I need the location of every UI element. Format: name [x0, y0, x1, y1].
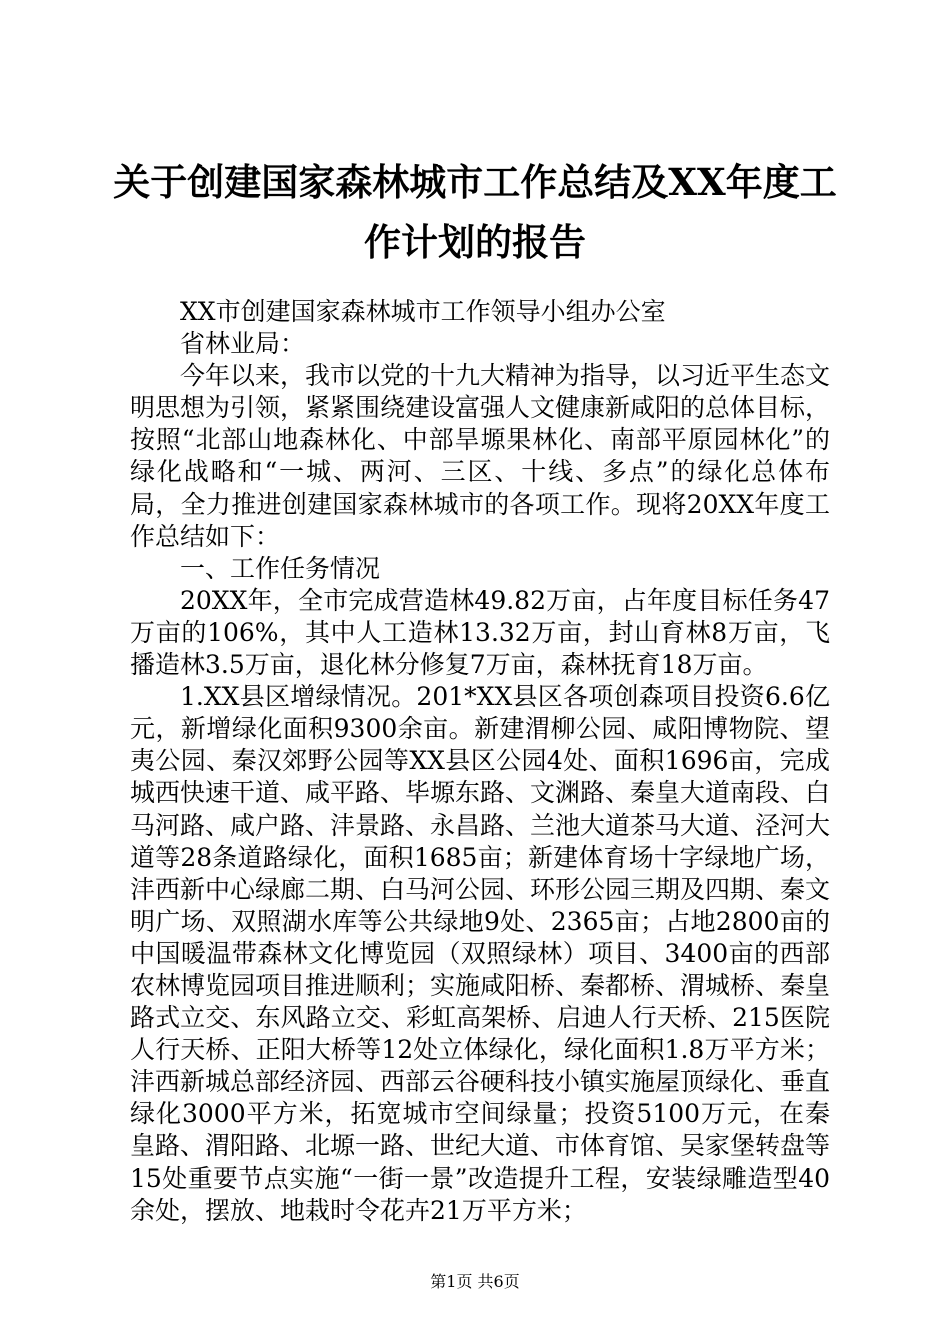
page-footer: 第1页 共6页 — [430, 1272, 520, 1291]
document-title-line-2: 作计划的报告 — [364, 220, 586, 264]
document-title-line-1: 关于创建国家森林城市工作总结及XX年度工 — [113, 160, 837, 204]
paragraph-county-greening: 1.XX县区增绿情况。201*XX县区各项创森项目投资6.6亿元，新增绿化面积9300余亩。新建渭柳公园、咸阳博物院、望夷公园、秦汉郊野公园等XX县区公园4处、面积1696亩，完成城西快速干道、咸平路、毕塬东路、文渊路、秦皇大道南段、白马河路、咸户路、沣景路、永昌路、兰池大道茶马大道、泾河大道等28条道路绿化，面积1685亩；新建体育场十字绿地广场，沣西新中心绿廊二期、白马河公园、环形公园三期及四期、秦文明广场、双照湖水库等公共绿地9处、2365亩；占地2800亩的中国暖温带森林文化博览园（双照绿林）项目、3400亩的西部农林博览园项目推进顺利；实施咸阳桥、秦都桥、渭城桥、秦皇路式立交、东风路立交、彩虹高架桥、启迪人行天桥、215医院人行天桥、正阳大桥等12处立体绿化，绿化面积1.8万平方米；沣西新城总部经济园、西部云谷硬科技小镇实施屋顶绿化、垂直绿化3000平方米，拓宽城市空间绿量；投资5100万元，在秦皇路、渭阳路、北塬一路、世纪大道、市体育馆、吴家堡转盘等15处重要节点实施“一街一景”改造提升工程，安装绿雕造型40余处，摆放、地栽时令花卉21万平方米； — [130, 682, 831, 1225]
paragraph-sender: XX市创建国家森林城市工作领导小组办公室 — [180, 297, 666, 326]
document-body — [130, 296, 830, 1227]
paragraph-summary: 20XX年，全市完成营造林49.82万亩，占年度目标任务47万亩的106%，其中人工造林13.32万亩，封山育林8万亩，飞播造林3.5万亩，退化林分修复7万亩，森林抚育18万亩。 — [130, 585, 830, 680]
paragraph-intro: 今年以来，我市以党的十九大精神为指导，以习近平生态文明思想为引领，紧紧围绕建设富强人文健康新咸阳的总体目标，按照“北部山地森林化、中部旱塬果林化、南部平原园林化”的绿化战略和“一城、两河、三区、十线、多点”的绿化总体布局，全力推进创建国家森林城市的各项工作。现将20XX年度工作总结如下： — [130, 361, 831, 551]
paragraph-recipient: 省林业局： — [180, 329, 306, 359]
section-heading: 一、工作任务情况 — [180, 553, 381, 583]
